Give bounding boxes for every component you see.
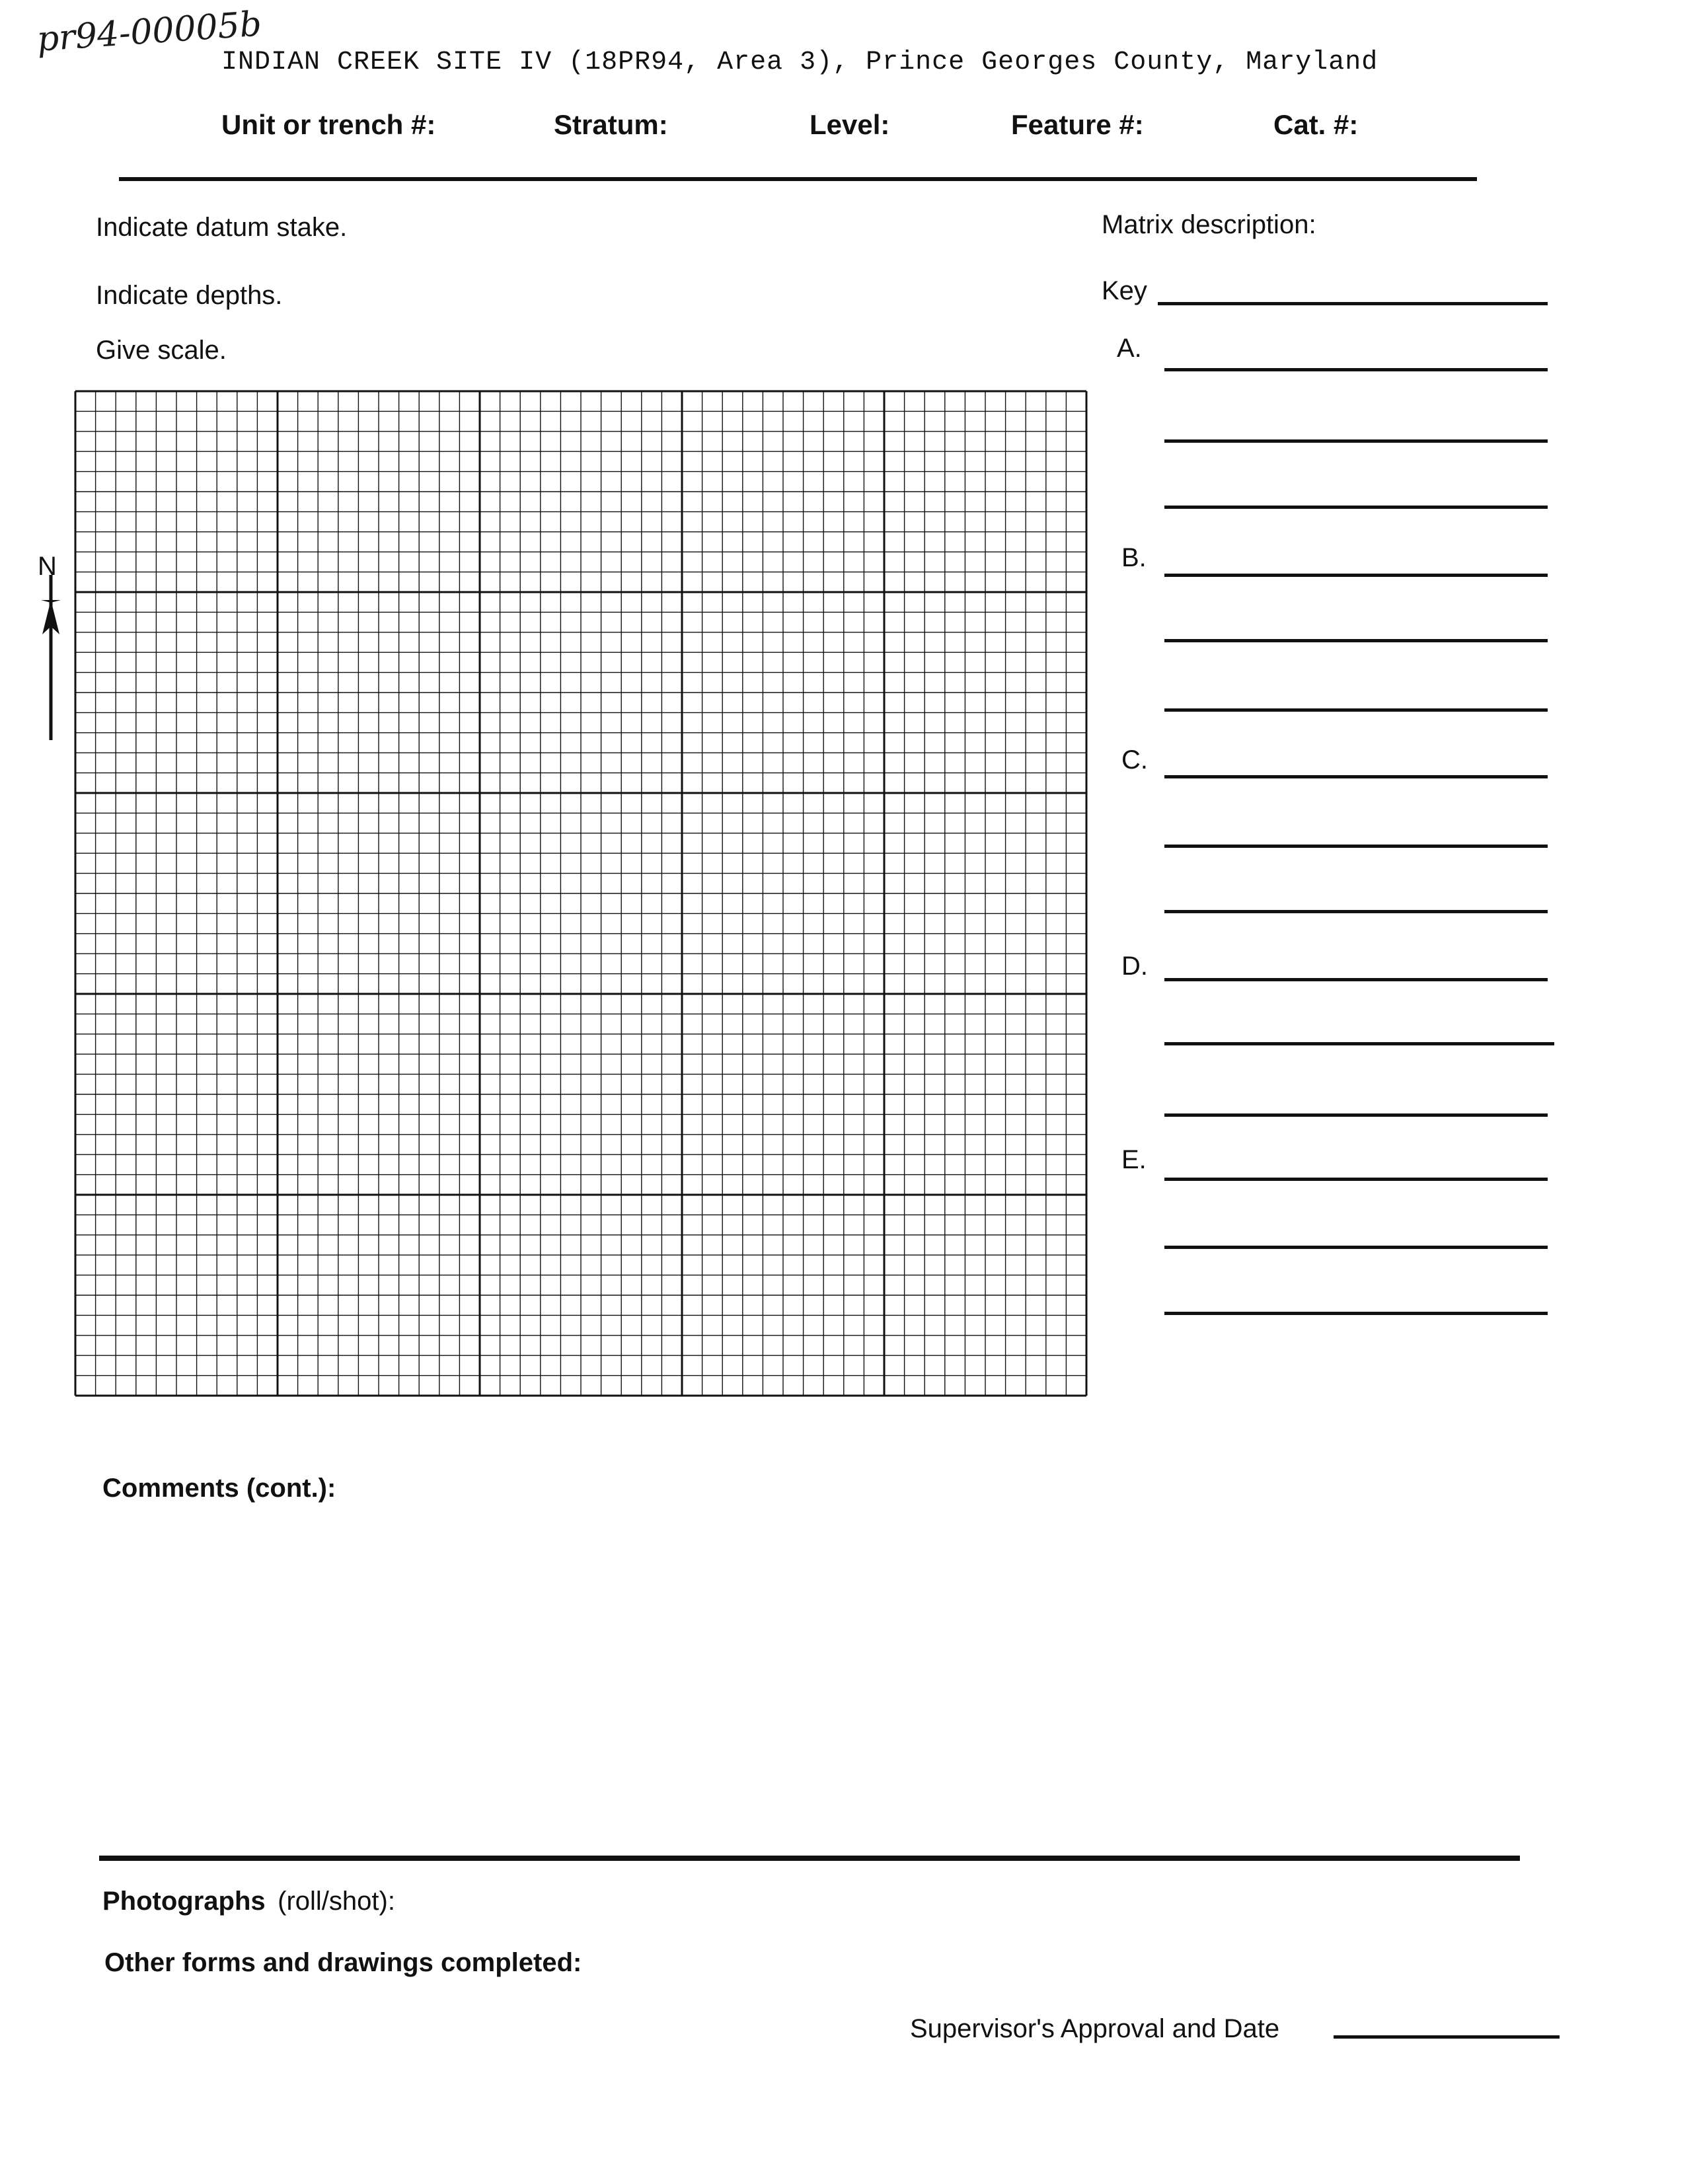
photographs-sub-label: (roll/shot): <box>278 1887 395 1916</box>
supervisor-line[interactable] <box>1334 2035 1560 2039</box>
other-forms-label[interactable]: Other forms and drawings completed: <box>104 1948 582 1977</box>
key-line-c3[interactable] <box>1164 910 1548 913</box>
key-line-c1[interactable] <box>1164 775 1548 778</box>
feature-field[interactable]: Feature #: <box>1011 109 1144 140</box>
comments-bottom-rule <box>99 1856 1520 1861</box>
unit-or-trench-field[interactable]: Unit or trench #: <box>221 109 436 140</box>
header-rule <box>119 177 1477 181</box>
key-line-e1[interactable] <box>1164 1178 1548 1181</box>
key-letter-e: E. <box>1121 1145 1147 1174</box>
instruction-datum: Indicate datum stake. <box>96 213 348 242</box>
photographs-label: Photographs <box>102 1887 266 1916</box>
key-line-b1[interactable] <box>1164 574 1548 577</box>
key-line-d1[interactable] <box>1164 978 1548 981</box>
key-line-c2[interactable] <box>1164 845 1548 848</box>
key-line-b3[interactable] <box>1164 708 1548 712</box>
north-arrow-icon <box>33 548 66 747</box>
key-line-a3[interactable] <box>1164 506 1548 509</box>
key-line-a1[interactable] <box>1164 368 1548 371</box>
key-line-d3[interactable] <box>1164 1113 1548 1117</box>
key-line-b2[interactable] <box>1164 639 1548 642</box>
key-letter-a: A. <box>1117 334 1142 363</box>
comments-label: Comments (cont.): <box>102 1474 336 1503</box>
handwritten-id: pr94-00005b <box>35 4 263 60</box>
site-title: INDIAN CREEK SITE IV (18PR94, Area 3), Prince Georges County, Maryland <box>221 48 1378 77</box>
photographs-field[interactable] <box>102 1887 395 1916</box>
key-line-d2[interactable] <box>1164 1042 1554 1045</box>
key-line-e3[interactable] <box>1164 1312 1548 1315</box>
stratum-field[interactable]: Stratum: <box>554 109 668 140</box>
drawing-grid[interactable] <box>74 390 1088 1398</box>
supervisor-label: Supervisor's Approval and Date <box>910 2014 1280 2043</box>
key-line-a2[interactable] <box>1164 439 1548 443</box>
north-label: N <box>38 552 57 581</box>
key-letter-c: C. <box>1121 745 1148 774</box>
matrix-title: Matrix description: <box>1102 210 1316 239</box>
key-line-e2[interactable] <box>1164 1246 1548 1249</box>
instruction-depths: Indicate depths. <box>96 281 283 310</box>
level-field[interactable]: Level: <box>810 109 890 140</box>
key-letter-d: D. <box>1121 952 1148 981</box>
key-letter-b: B. <box>1121 543 1147 572</box>
instruction-scale: Give scale. <box>96 336 227 365</box>
key-line[interactable] <box>1158 302 1548 305</box>
key-label: Key <box>1102 276 1147 305</box>
cat-field[interactable]: Cat. #: <box>1273 109 1359 140</box>
